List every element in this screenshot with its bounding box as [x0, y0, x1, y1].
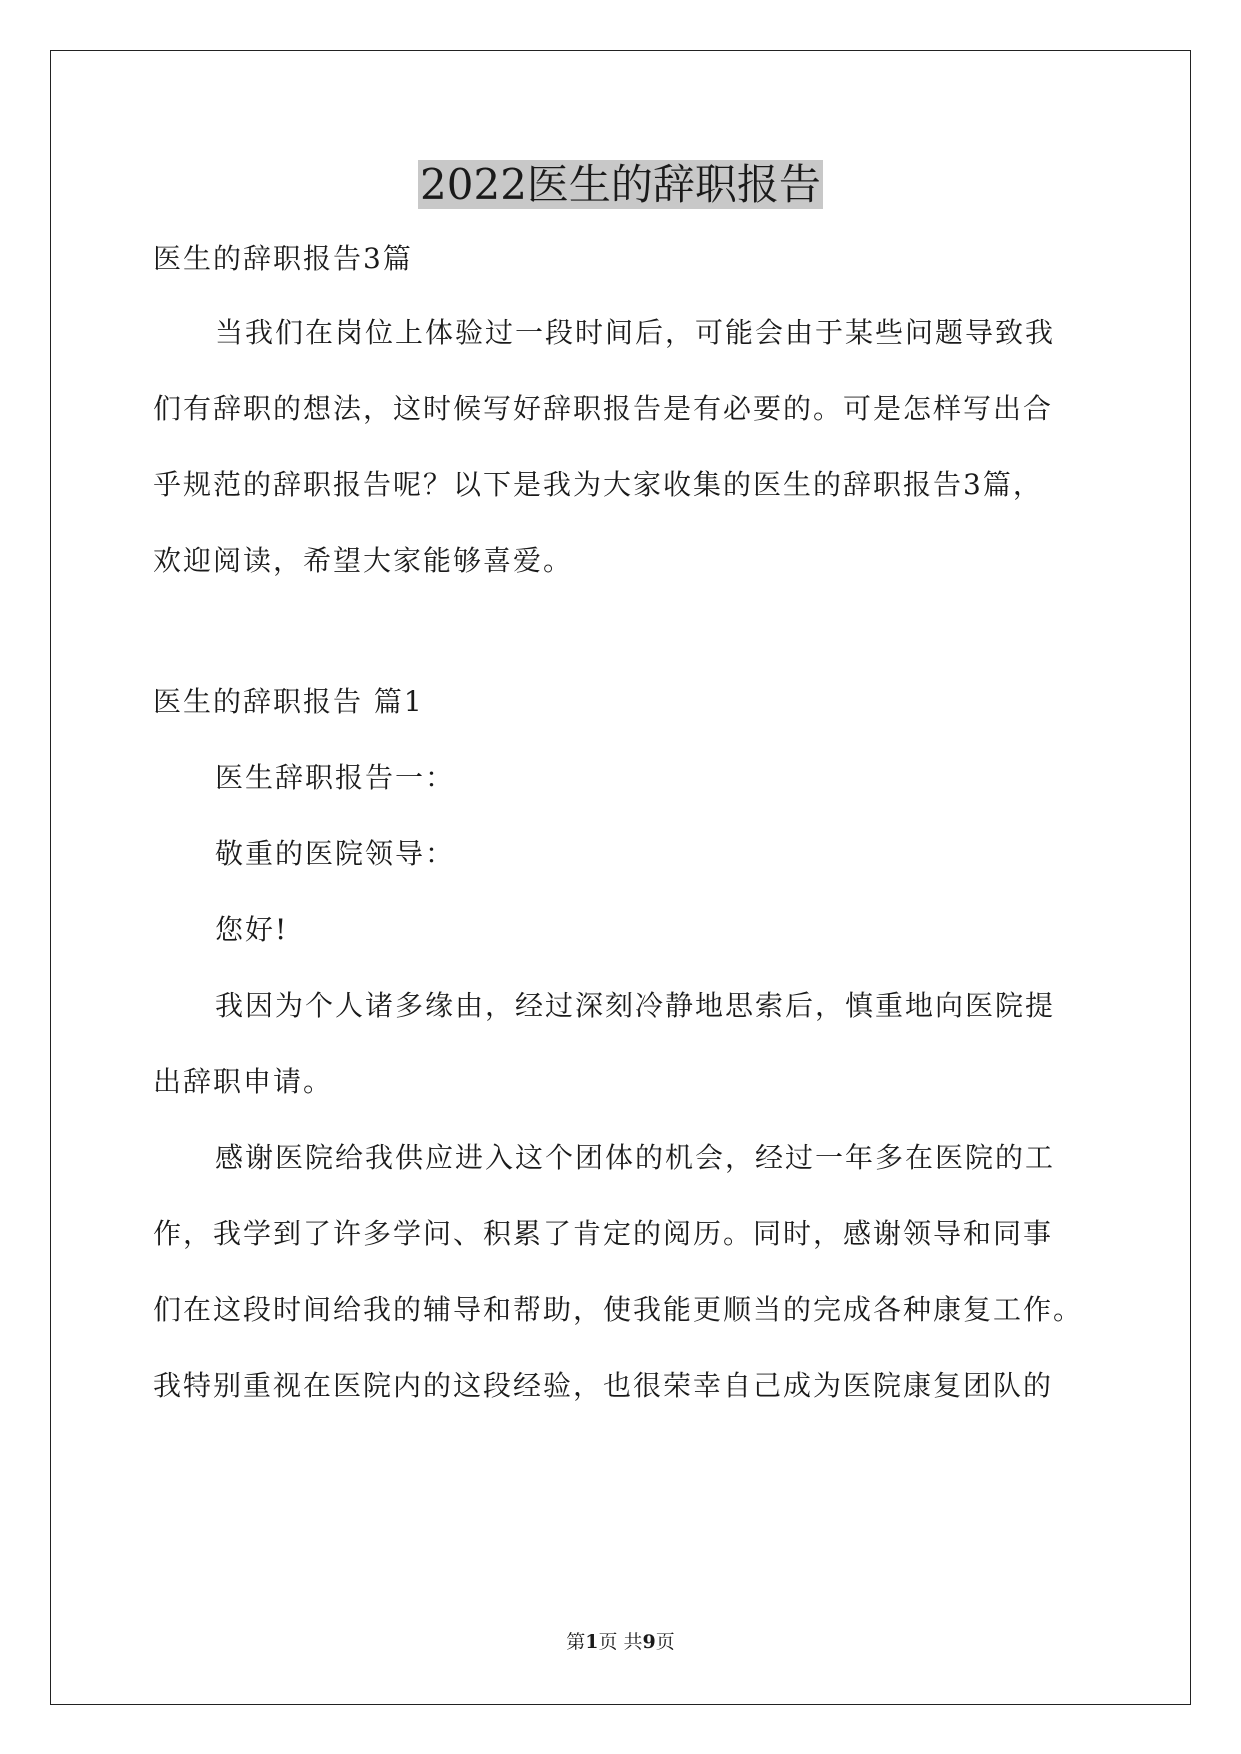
- document-title: [0, 158, 1241, 212]
- footer-suffix: 页: [655, 1631, 675, 1653]
- paragraph-line: 作，我学到了许多学问、积累了肯定的阅历。同时，感谢领导和同事: [153, 1217, 1054, 1250]
- salutation-line: 敬重的医院领导：: [215, 837, 456, 870]
- subtitle-line: 医生的辞职报告3篇: [153, 242, 413, 275]
- paragraph-line: 出辞职申请。: [153, 1065, 334, 1098]
- footer-total-pages: 9: [642, 1631, 656, 1653]
- page-border: [50, 50, 1191, 1705]
- paragraph-line: 当我们在岗位上体验过一段时间后，可能会由于某些问题导致我: [215, 316, 1056, 349]
- greeting-line: 您好!: [215, 913, 289, 946]
- footer-current-page: 1: [585, 1631, 599, 1653]
- paragraph-line: 乎规范的辞职报告呢？以下是我为大家收集的医生的辞职报告3篇，: [153, 468, 1043, 501]
- section-heading: 医生的辞职报告 篇1: [153, 685, 424, 718]
- paragraph-line: 们有辞职的想法，这时候写好辞职报告是有必要的。可是怎样写出合: [153, 392, 1054, 425]
- footer-mid: 页 共: [598, 1631, 643, 1653]
- paragraph-line: 我特别重视在医院内的这段经验，也很荣幸自己成为医院康复团队的: [153, 1369, 1054, 1402]
- paragraph-line: 们在这段时间给我的辅导和帮助，使我能更顺当的完成各种康复工作。: [153, 1293, 1084, 1326]
- paragraph-line: 我因为个人诸多缘由，经过深刻冷静地思索后，慎重地向医院提: [215, 989, 1056, 1022]
- paragraph-line: 欢迎阅读，希望大家能够喜爱。: [153, 544, 574, 577]
- footer-prefix: 第: [566, 1631, 586, 1653]
- document-title-highlight: 2022医生的辞职报告: [420, 160, 821, 209]
- page-footer: [0, 1630, 1241, 1654]
- paragraph-line: 感谢医院给我供应进入这个团体的机会，经过一年多在医院的工: [215, 1141, 1056, 1174]
- paragraph-line: 医生辞职报告一：: [215, 761, 456, 794]
